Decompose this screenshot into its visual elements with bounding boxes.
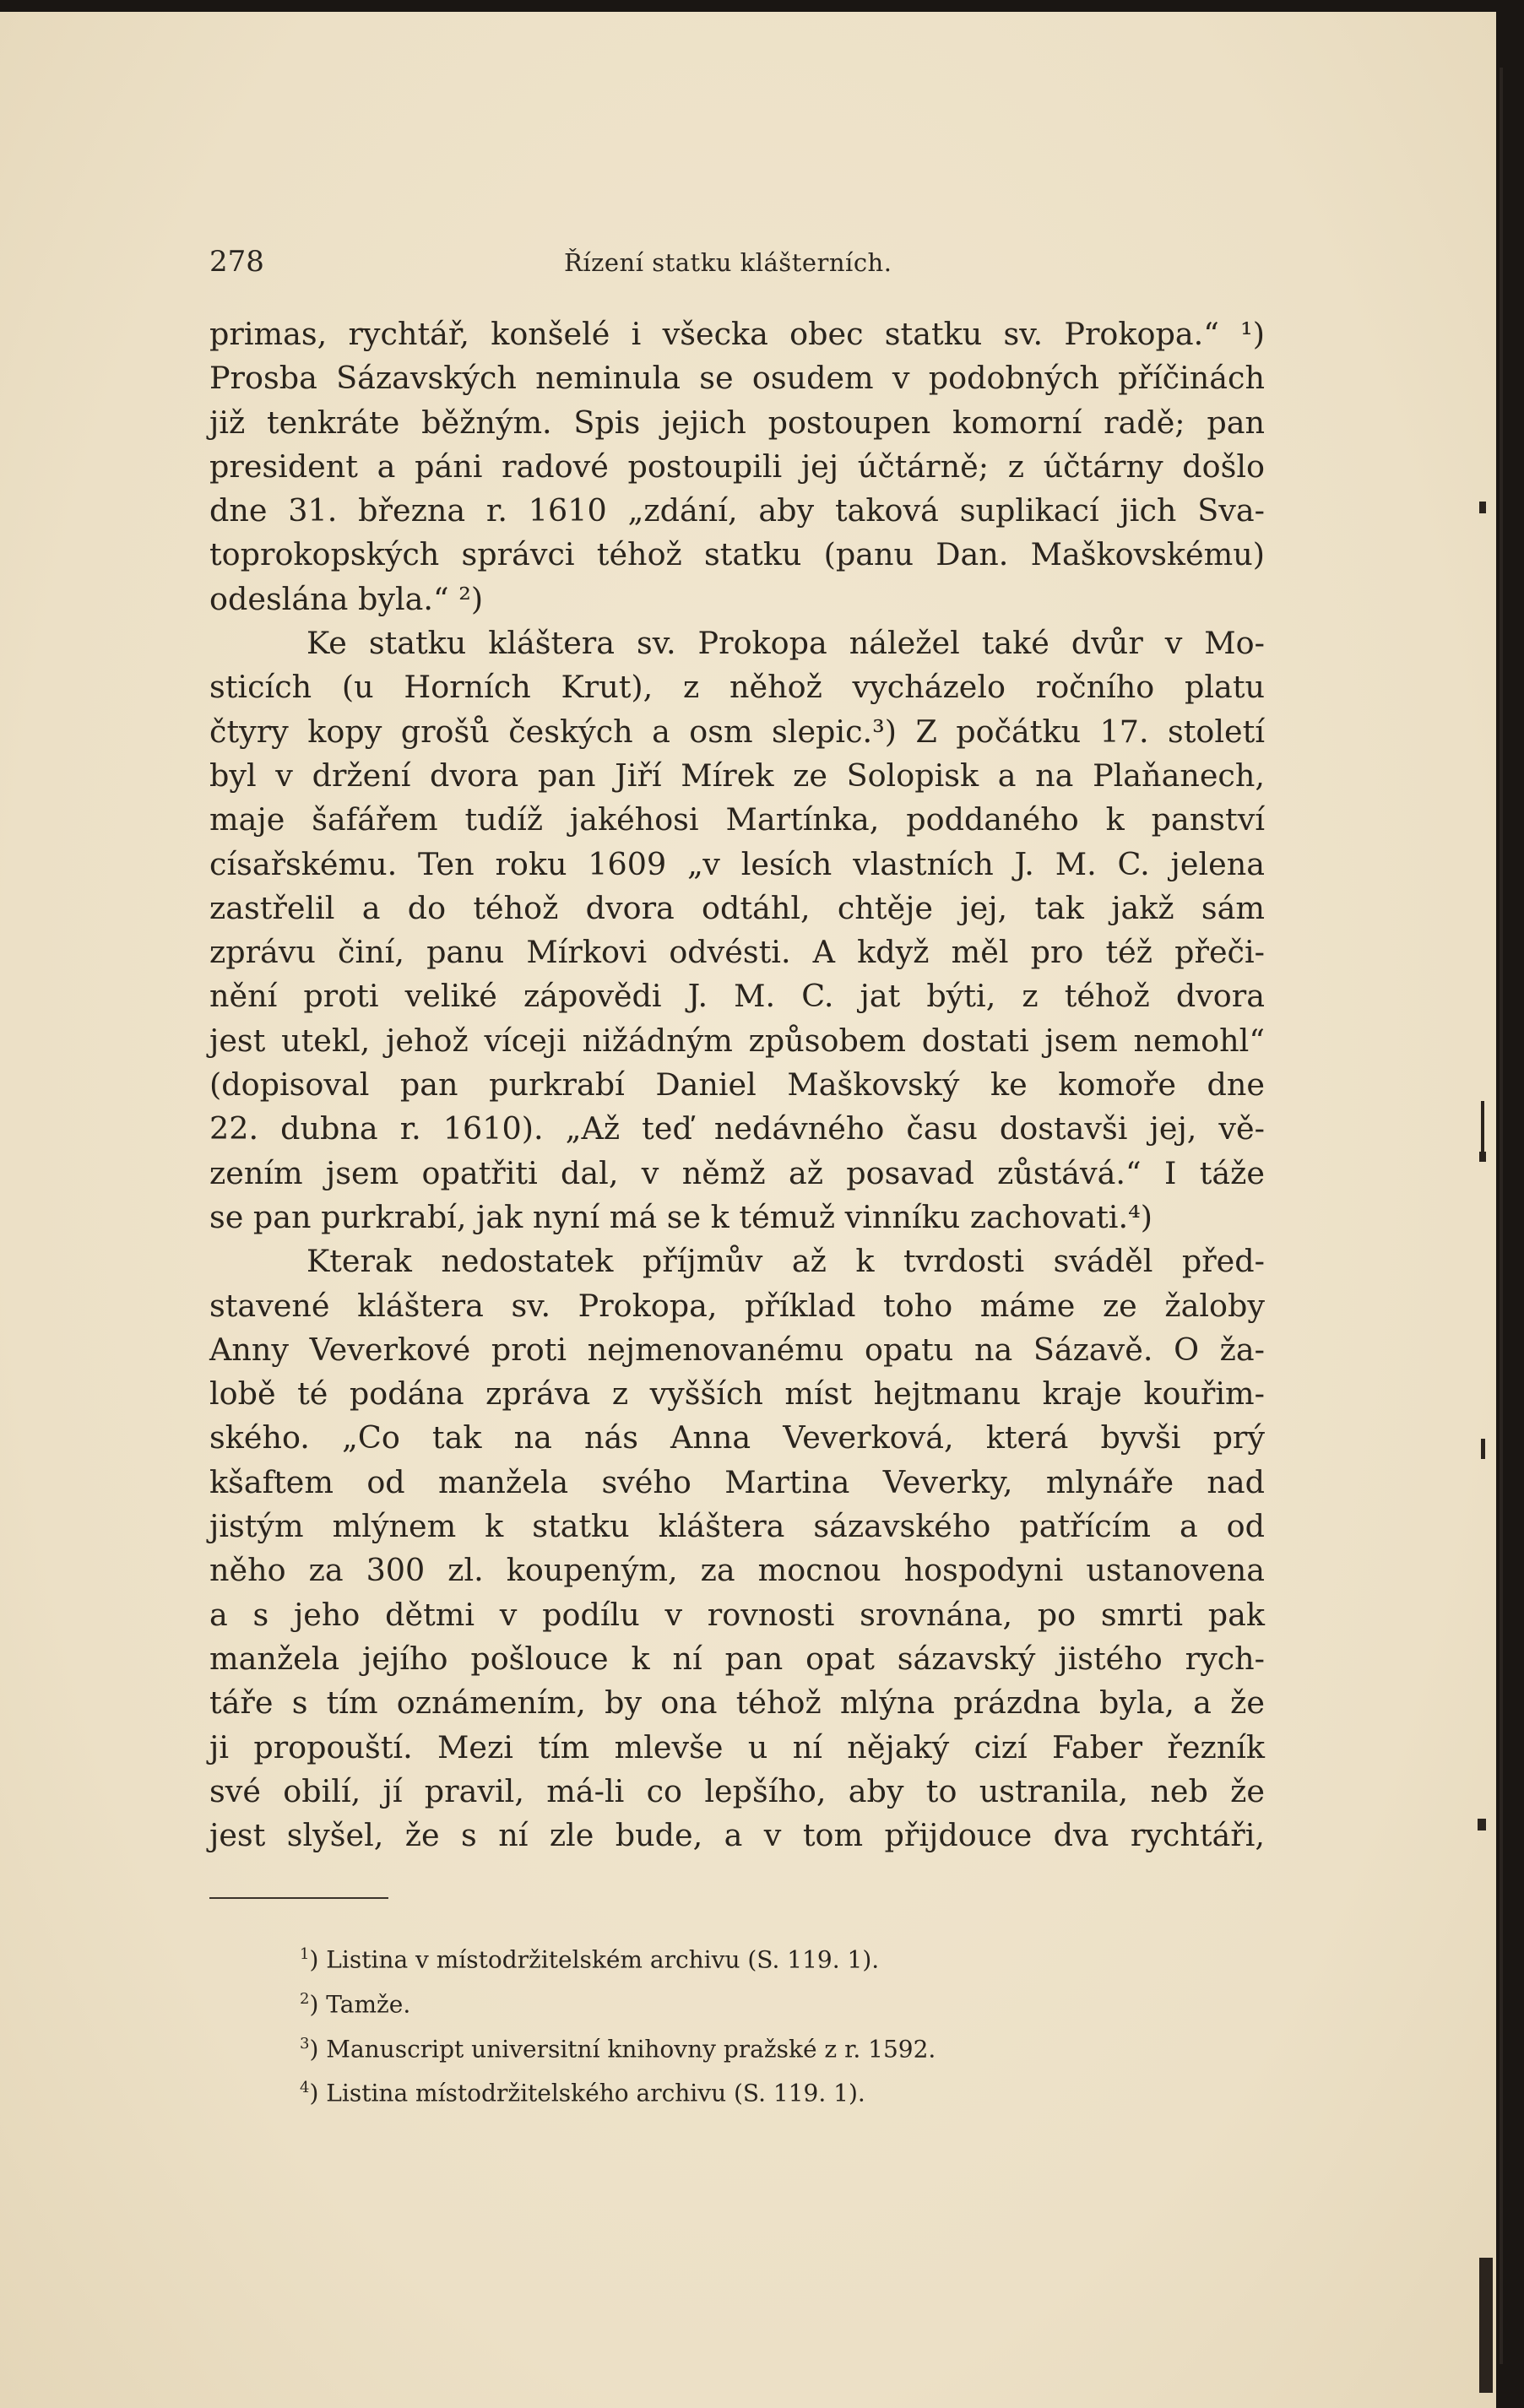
text-line: Kterak nedostatek příjmův až k tvrdosti sváděl před- [306, 1243, 1265, 1280]
footnote-marker: 1 [300, 1945, 310, 1963]
footnote-divider [209, 1897, 388, 1899]
footnote: $^2$) Tamže. [300, 1989, 411, 2019]
text-line: 22. dubna r. 1610). „Až teď nedávného času dostavši jej, vě- [209, 1110, 1265, 1147]
text-line: táře s tím oznámením, by ona téhož mlýna prázdna byla, a že [209, 1684, 1265, 1722]
text-line: něho za 300 zl. koupeným, za mocnou hospodyni ustanovena [209, 1552, 1265, 1589]
text-line: a s jeho dětmi v podílu v rovnosti srovnána, po smrti pak [209, 1596, 1265, 1633]
text-line: jest slyšel, že s ní zle bude, a v tom přijdouce dva rychtáři, [209, 1817, 1265, 1854]
text-line: se pan purkrabí, jak nyní má se k témuž vinníku zachovati.⁴) [209, 1198, 1152, 1235]
footnote-marker: 3 [300, 2034, 310, 2053]
text-line: Ke statku kláštera sv. Prokopa náležel také dvůr v Mo- [306, 625, 1265, 662]
footnote: $^3$) Manuscript universitní knihovny pražské z r. 1592. [300, 2034, 936, 2063]
footnote: $^1$) Listina v místodržitelském archivu (S. 119. 1). [300, 1945, 880, 1974]
footnote-marker: 2 [300, 1989, 310, 2008]
page-header [209, 245, 1282, 285]
footnote-text: Listina místodržitelského archivu (S. 119. 1). [326, 2079, 865, 2107]
footnote-marker: 4 [300, 2079, 310, 2097]
page-edge-shadow [1500, 68, 1503, 2364]
text-line: (dopisoval pan purkrabí Daniel Maškovský ke komoře dne [209, 1066, 1265, 1104]
margin-mark [1478, 1819, 1486, 1830]
page-number: 278 [209, 245, 264, 279]
footnote-text: Listina v místodržitelském archivu (S. 119. 1). [326, 1945, 880, 1974]
text-line: toprokopských správci téhož statku (panu Dan. Maškovskému) [209, 536, 1265, 573]
text-line: ji propouští. Mezi tím mlevše u ní nějaký cizí Faber řezník [209, 1728, 1265, 1765]
footnote-text: Tamže. [326, 1990, 411, 2019]
footnotes [300, 1935, 1144, 2113]
text-line: stavené kláštera sv. Prokopa, příklad toho máme ze žaloby [209, 1287, 1265, 1324]
text-line: své obilí, jí pravil, má-li co lepšího, aby to ustranila, neb že [209, 1772, 1265, 1809]
text-line: sticích (u Horních Krut), z něhož vycházelo ročního platu [209, 669, 1265, 706]
margin-mark [1479, 1152, 1486, 1162]
text-line: lobě té podána zpráva z vyšších míst hejtmanu kraje kouřim- [209, 1375, 1265, 1413]
margin-mark [1479, 502, 1486, 513]
text-line: byl v držení dvora pan Jiří Mírek ze Solopisk a na Plaňanech, [209, 757, 1265, 794]
margin-mark [1479, 2258, 1493, 2393]
text-line: jest utekl, jehož víceji nižádným způsobem dostati jsem nemohl“ [209, 1022, 1265, 1059]
margin-mark [1481, 1101, 1484, 1152]
running-head: Řízení statku klášterních. [564, 248, 892, 277]
text-line: císařskému. Ten roku 1609 „v lesích vlastních J. M. C. jelena [209, 845, 1265, 882]
text-line: primas, rychtář, konšelé i všecka obec statku sv. Prokopa.“ ¹) [209, 316, 1265, 352]
text-line: Prosba Sázavských neminula se osudem v podobných příčinách [209, 360, 1265, 397]
text-line: manžela jejího pošlouce k ní pan opat sázavský jistého rych- [209, 1640, 1265, 1677]
text-line: zením jsem opatřiti dal, v němž až posavad zůstává.“ I táže [209, 1154, 1265, 1191]
book-page [0, 12, 1496, 2408]
text-line: odeslána byla.“ ²) [209, 580, 484, 617]
text-line: zastřelil a do téhož dvora odtáhl, chtěje jej, tak jakž sám [209, 889, 1265, 926]
text-line: president a páni radové postoupili jej účtárně; z účtárny došlo [209, 447, 1265, 485]
text-line: Anny Veverkové proti nejmenovanému opatu na Sázavě. O ža- [209, 1331, 1265, 1368]
text-line: již tenkráte běžným. Spis jejich postoupen komorní radě; pan [209, 404, 1265, 441]
text-line: nění proti veliké zápovědi J. M. C. jat býti, z téhož dvora [209, 978, 1265, 1015]
text-line: čtyry kopy grošů českých a osm slepic.³) Z počátku 17. století [209, 713, 1265, 750]
footnote-text: Manuscript universitní knihovny pražské z r. 1592. [326, 2034, 936, 2063]
text-line: dne 31. března r. 1610 „zdání, aby taková suplikací jich Sva- [209, 492, 1265, 529]
text-line: zprávu činí, panu Mírkovi odvésti. A když měl pro též přeči- [209, 934, 1265, 971]
text-line: ského. „Co tak na nás Anna Veverková, která byvši prý [209, 1419, 1265, 1456]
footnote: $^4$) Listina místodržitelského archivu (S. 119. 1). [300, 2079, 865, 2107]
text-line: kšaftem od manžela svého Martina Veverky, mlynáře nad [209, 1463, 1265, 1500]
body-text [209, 312, 1265, 1858]
text-line: jistým mlýnem k statku kláštera sázavského patřícím a od [209, 1508, 1265, 1545]
margin-mark [1481, 1439, 1485, 1459]
text-line: maje šafářem tudíž jakéhosi Martínka, poddaného k panství [209, 801, 1265, 838]
